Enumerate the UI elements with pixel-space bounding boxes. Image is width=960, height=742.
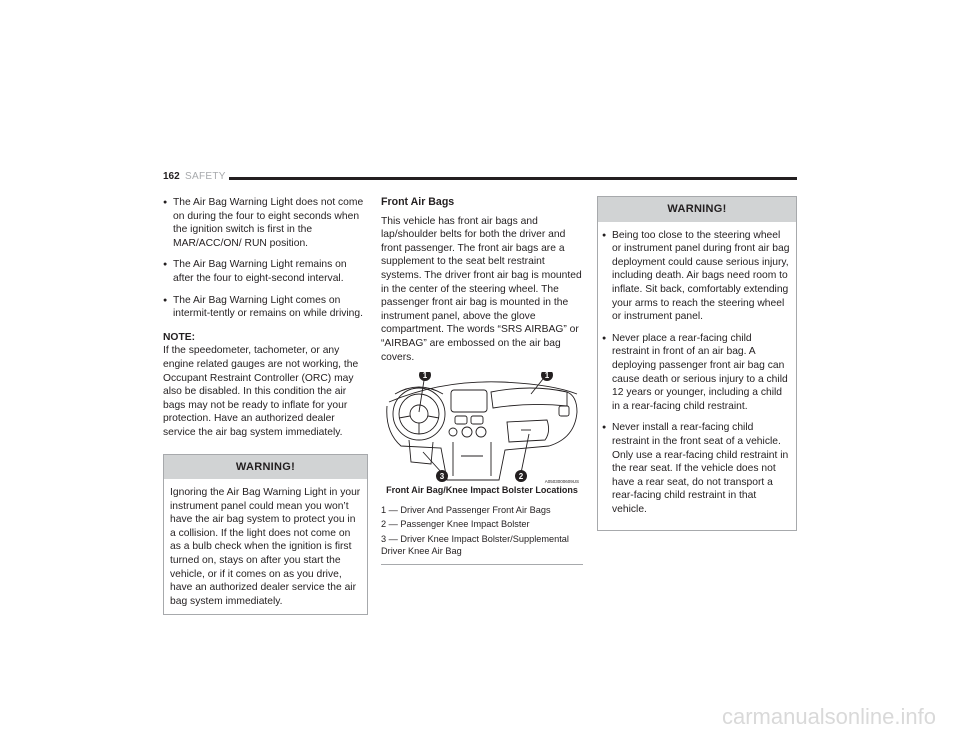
warning-box: [597, 196, 797, 531]
svg-text:3: 3: [439, 472, 445, 482]
page-header: [163, 171, 797, 185]
warning-body: Ignoring the Air Bag Warning Light in your instrument panel could mean you won’t have the air bag system to protect you in a collision. If the light does not come on as a bulb check when the ignition is first turned on, stays on after you start the vehicle, or if it comes on as you drive, have an authorized dealer service the air bag system immediately.: [170, 487, 361, 607]
list-item: ● The Air Bag Warning Light remains on after the four to eight-second interval.: [163, 258, 368, 285]
warning-title: WARNING!: [598, 197, 796, 222]
section-heading: Front Air Bags: [381, 196, 455, 208]
column-left: [163, 196, 368, 615]
svg-text:1: 1: [544, 372, 550, 381]
legend-item: 1 — Driver And Passenger Front Air Bags: [381, 504, 551, 515]
body-paragraph: This vehicle has front air bags and lap/shoulder belts for both the driver and front passenger. The front air bags are a supplement to the seat belt restraint systems. The driver front air bag is mounted in the center of the steering wheel. The passenger front air bag is mounted in the instrument panel, above the glove compartment. The words “SRS AIRBAG” or “AIRBAG” are embossed on the air bag covers.: [381, 215, 582, 363]
legend-item: 3 — Driver Knee Impact Bolster/Supplemental Driver Knee Air Bag: [381, 533, 569, 557]
note-body: If the speedometer, tachometer, or any engine related gauges are not working, the Occupant Restraint Controller (ORC) may also be disabled. In this condition the air bags may not be ready to inflate for your protection. Have an authorized dealer service the air bag system immediately.: [163, 345, 359, 438]
list-item: ● Never install a rear-facing child restraint in the front seat of a vehicle. Only use a rear-facing child restraint in the rear seat. If the vehicle does not have a rear seat, do not transport a rear-facing child restraint in that vehicle.: [602, 421, 791, 516]
figure-caption: Front Air Bag/Knee Impact Bolster Locations: [386, 485, 578, 496]
section-title: SAFETY: [185, 171, 226, 182]
svg-text:1: 1: [422, 372, 428, 381]
warning-light-list: [163, 196, 368, 321]
column-right: [597, 196, 797, 531]
list-item: ● Never place a rear-facing child restraint in front of an air bag. A deploying passenger front air bag can cause death or serious injury to a child 12 years or younger, including a child in a rear-facing child restraint.: [602, 332, 791, 414]
note-title: NOTE:: [163, 331, 196, 343]
dashboard-illustration: [381, 372, 581, 484]
warning-body: [598, 222, 796, 531]
warning-list: [602, 229, 791, 517]
figure-code: A0503000609US: [544, 479, 579, 485]
dashboard-drawing: [381, 372, 581, 484]
warning-title: WARNING!: [164, 455, 367, 480]
figure-legend: [381, 504, 583, 565]
list-item: ● The Air Bag Warning Light does not come on during the four to eight seconds when the ignition switch is first in the MAR/ACC/ON/ RUN position.: [163, 196, 368, 250]
header-rule: [229, 177, 797, 180]
warning-box: [163, 454, 368, 616]
watermark: carmanualsonline.info: [721, 704, 936, 729]
page-number: 162: [163, 171, 180, 182]
legend-item: 2 — Passenger Knee Impact Bolster: [381, 519, 530, 530]
callout-3: [436, 470, 448, 482]
column-middle: [381, 196, 583, 565]
callout-2: [515, 470, 527, 482]
callout-1-driver: [419, 372, 431, 381]
list-item: ● Being too close to the steering wheel or instrument panel during front air bag deployment could cause serious injury, including death. Air bags need room to inflate. Sit back, comfortably extending your arms to reach the steering wheel or instrument panel.: [602, 229, 791, 324]
list-item: ● The Air Bag Warning Light comes on intermit-tently or remains on while driving.: [163, 294, 368, 321]
svg-text:2: 2: [518, 472, 524, 482]
